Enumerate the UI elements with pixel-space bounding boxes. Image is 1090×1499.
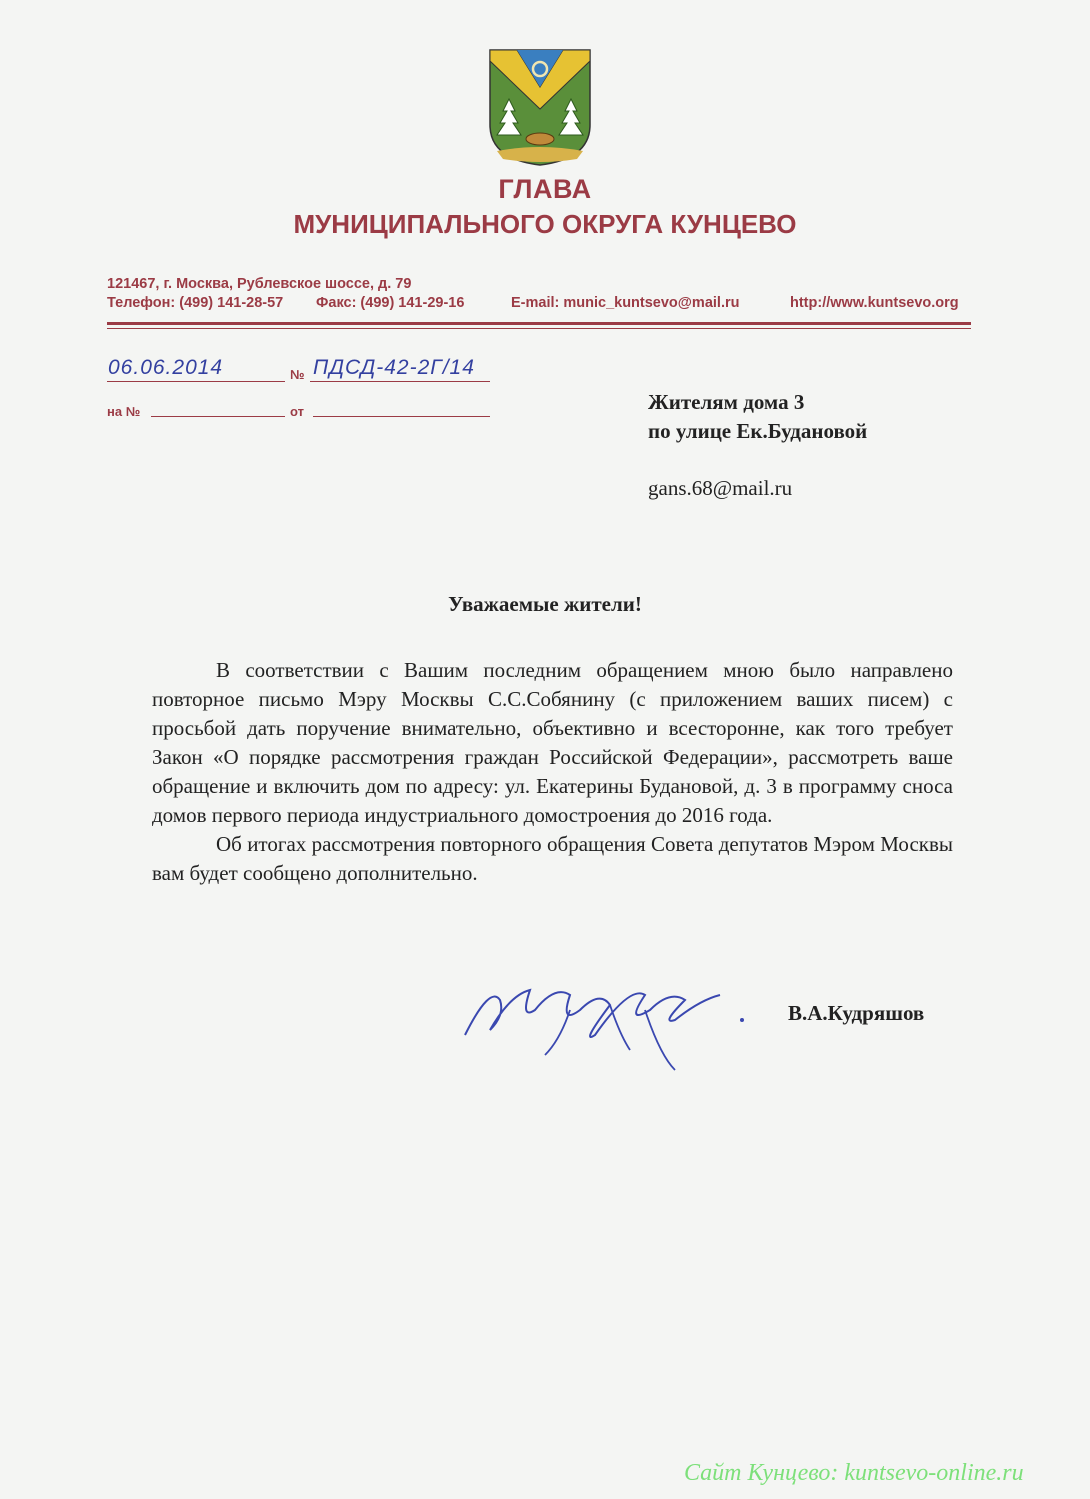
recipient-line2: по улице Ек.Будановой — [648, 419, 868, 443]
from-line — [313, 416, 490, 417]
letter-body — [152, 656, 953, 888]
handwritten-signature-icon — [460, 965, 760, 1075]
header-website: http://www.kuntsevo.org — [790, 295, 959, 311]
header-address: 121467, г. Москва, Рублевское шоссе, д. 79 — [107, 276, 412, 292]
letter-paragraph-1: В соответствии с Вашим последним обращением мною было направлено повторное письмо Мэру Москвы С.С.Собянину (с приложением ваших писем) с просьбой дать поручение внимательно, объективно и всесторонне, как того требует Закон «О порядке рассмотрения граждан Российской Федерации», рассмотреть ваше обращение и включить дом по адресу: ул. Екатерины Будановой, д. 3 в программу сноса домов первого периода индустриального домостроения до 2016 года. — [152, 658, 953, 827]
header-rule-thick — [107, 322, 971, 325]
header-title-line1: ГЛАВА — [498, 174, 592, 204]
letter-greeting: Уважаемые жители! — [448, 592, 642, 616]
header-phone: Телефон: (499) 141-28-57 — [107, 295, 284, 311]
header-fax: Факс: (499) 141-29-16 — [316, 295, 465, 311]
recipient-line1: Жителям дома 3 — [648, 390, 805, 414]
from-label: от — [290, 404, 304, 419]
site-watermark: Сайт Кунцево: kuntsevo-online.ru — [684, 1460, 1024, 1486]
number-label: № — [290, 367, 305, 382]
handwritten-number: ПДСД-42-2Г/14 — [313, 356, 475, 379]
header-title-line2: МУНИЦИПАЛЬНОГО ОКРУГА КУНЦЕВО — [293, 209, 797, 239]
number-line — [310, 381, 490, 382]
header-email: E-mail: munic_kuntsevo@mail.ru — [511, 295, 740, 311]
header-rule-thin — [107, 328, 971, 329]
signatory-name: В.А.Кудряшов — [788, 1001, 925, 1025]
date-line — [107, 381, 285, 382]
handwritten-date: 06.06.2014 — [108, 356, 224, 379]
reply-to-line — [151, 416, 285, 417]
reply-to-label: на № — [107, 404, 141, 419]
letter-paragraph-2: Об итогах рассмотрения повторного обращения Совета депутатов Мэром Москвы вам будет сообщено дополнительно. — [152, 832, 953, 885]
coat-of-arms-icon — [487, 47, 593, 167]
recipient-email: gans.68@mail.ru — [648, 476, 793, 500]
